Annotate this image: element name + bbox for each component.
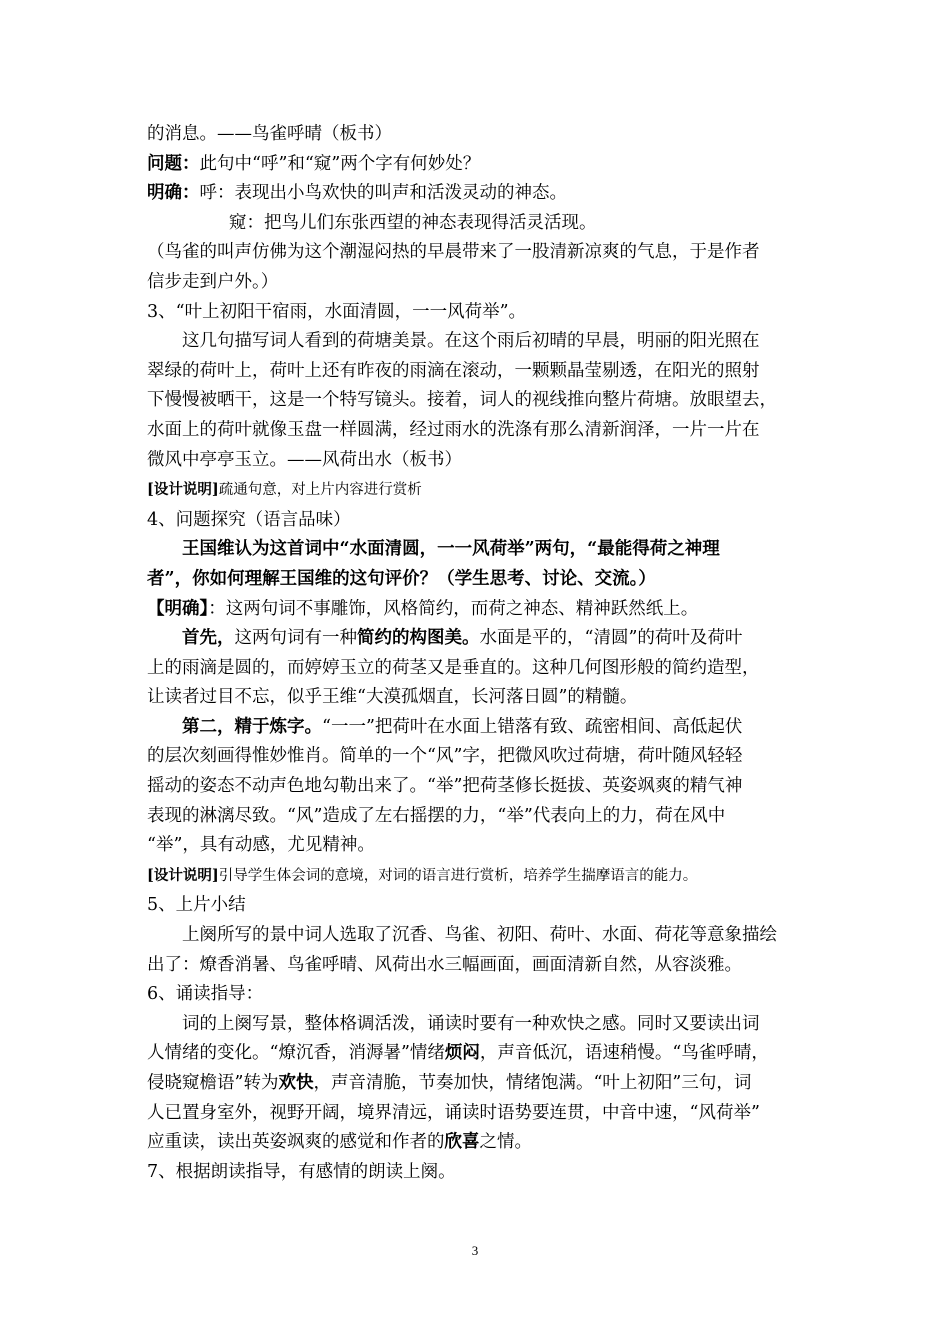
section-heading: 4、问题探究（语言品味） — [147, 509, 351, 530]
document-body — [147, 120, 807, 1187]
text-line: 侵晓窥檐语”转为欢快，声音清脆，节奏加快，情绪饱满。“叶上初阳”三句，词 — [147, 1073, 752, 1093]
text-line: 的消息。——鸟雀呼晴（板书） — [147, 124, 392, 144]
section-heading: 7、根据朗读指导，有感情的朗读上阕。 — [147, 1161, 456, 1182]
text-line: 这几句描写词人看到的荷塘美景。在这个雨后初晴的早晨，明丽的阳光照在 — [182, 331, 760, 352]
text-line: “举”，具有动感，尤见精神。 — [147, 835, 375, 856]
text-line: 应重读，读出英姿飒爽的感觉和作者的欣喜之情。 — [147, 1132, 532, 1153]
design-note-label: [设计说明] — [147, 481, 219, 499]
section-heading: 6、诵读指导： — [147, 984, 264, 1005]
design-note: [设计说明]疏通句意，对上片内容进行赏析 — [147, 481, 422, 499]
text-line: 人已置身室外，视野开阔，境界清远，诵读时语势要连贯，中音中速，“风荷举” — [147, 1102, 760, 1123]
question-line: 问题：此句中“呼”和“窥”两个字有何妙处？ — [147, 153, 481, 174]
text-line: 翠绿的荷叶上，荷叶上还有昨夜的雨滴在滚动，一颗颗晶莹剔透，在阳光的照射 — [147, 360, 760, 381]
design-note: [设计说明]引导学生体会词的意境，对词的语言进行赏析，培养学生揣摩语言的能力。 — [147, 866, 698, 884]
question-label: 问题： — [147, 153, 200, 174]
text-line: 首先，这两句词有一种简约的构图美。水面是平的，“清圆”的荷叶及荷叶 — [182, 628, 743, 649]
text-line: 人情绪的变化。“燎沉香，消溽暑”情绪烦闷，声音低沉，语速稍慢。“鸟雀呼晴， — [147, 1043, 769, 1064]
answer-line: 【明确】：这两句词不事雕饰，风格简约，而荷之神态、精神跃然纸上。 — [147, 598, 699, 619]
text-line: 的层次刻画得惟妙惟肖。简单的一个“风”字，把微风吹过荷塘，荷叶随风轻轻 — [147, 746, 743, 767]
answer-label: 明确： — [147, 183, 200, 204]
text-line: 上阕所写的景中词人选取了沉香、鸟雀、初阳、荷叶、水面、荷花等意象描绘 — [182, 925, 777, 946]
text-line: 上的雨滴是圆的，而婷婷玉立的荷茎又是垂直的。这种几何图形般的简约造型， — [147, 657, 760, 678]
text-line: 摇动的姿态不动声色地勾勒出来了。“举”把荷茎修长挺拔、英姿飒爽的精气神 — [147, 776, 743, 797]
text-line: 词的上阕写景，整体格调活泼，诵读时要有一种欢快之感。同时又要读出词 — [182, 1013, 760, 1034]
text-line: 让读者过目不忘，似乎王维“大漠孤烟直，长河落日圆”的精髓。 — [147, 687, 638, 708]
text-line: 水面上的荷叶就像玉盘一样圆满，经过雨水的洗涤有那么清新润泽，一片一片在 — [147, 419, 760, 440]
section-heading: 5、上片小结 — [147, 895, 246, 916]
text-line: 表现的淋漓尽致。“风”造成了左右摇摆的力，“举”代表向上的力，荷在风中 — [147, 805, 726, 826]
text-line: 微风中亭亭玉立。——风荷出水（板书） — [147, 449, 462, 470]
text-line: 下慢慢被晒干，这是一个特写镜头。接着，词人的视线推向整片荷塘。放眼望去， — [147, 390, 777, 411]
text-line: 王国维认为这首词中“水面清圆，一一风荷举”两句，“最能得荷之神理 — [182, 539, 720, 560]
answer-line: 明确：呼：表现出小鸟欢快的叫声和活泼灵动的神态。 — [147, 183, 567, 204]
text-line: 信步走到户外。） — [147, 271, 279, 292]
text-line: （鸟雀的叫声仿佛为这个潮湿闷热的早晨带来了一股清新凉爽的气息，于是作者 — [147, 242, 760, 263]
page-number: 3 — [471, 1243, 479, 1258]
section-heading: 3、“叶上初阳干宿雨，水面清圆，一一风荷举”。 — [147, 301, 527, 322]
text-line: 出了：燎香消暑、鸟雀呼晴、风荷出水三幅画面，画面清新自然，从容淡雅。 — [147, 954, 742, 975]
text-line: 窥：把鸟儿们东张西望的神态表现得活灵活现。 — [229, 212, 597, 233]
design-note-label: [设计说明] — [147, 866, 219, 884]
text-line: 者”，你如何理解王国维的这句评价？（学生思考、讨论、交流。） — [147, 568, 656, 589]
text-line: 第二，精于炼字。“一一”把荷叶在水面上错落有致、疏密相间、高低起伏 — [182, 716, 743, 737]
